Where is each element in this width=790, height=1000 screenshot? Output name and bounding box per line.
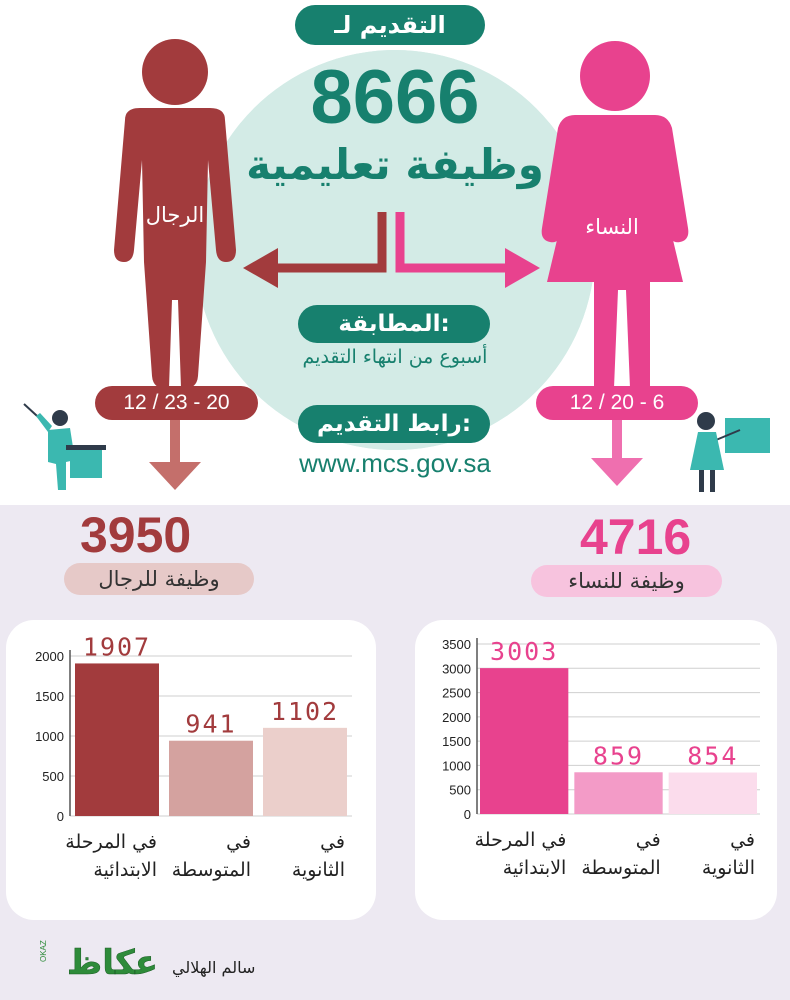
bar bbox=[169, 741, 253, 816]
men-figure-label: الرجال bbox=[145, 203, 205, 227]
y-tick-label: 2000 bbox=[35, 649, 64, 664]
left-arrow-icon bbox=[270, 212, 382, 268]
category-label: في المتوسطة bbox=[171, 831, 251, 881]
y-tick-label: 1000 bbox=[442, 758, 471, 774]
application-link[interactable]: www.mcs.gov.sa bbox=[299, 448, 491, 478]
matching-text: أسبوع من انتهاء التقديم bbox=[302, 346, 488, 368]
category-label: في المتوسطة bbox=[581, 829, 661, 879]
women-total-label: وظيفة للنساء bbox=[531, 565, 722, 597]
category-label: في المرحلة الابتدائية bbox=[474, 829, 567, 879]
category-label: في المرحلة الابتدائية bbox=[65, 831, 157, 881]
men-down-arrow-icon bbox=[170, 418, 180, 468]
logo-latin: OKAZ bbox=[39, 940, 48, 962]
bar bbox=[480, 668, 568, 814]
men-total-label: وظيفة للرجال bbox=[64, 563, 254, 595]
women-chart-card bbox=[415, 620, 777, 920]
bar bbox=[574, 772, 662, 814]
y-tick-label: 2000 bbox=[442, 709, 471, 725]
men-chart-card bbox=[6, 620, 376, 920]
men-total-number: 3950 bbox=[80, 507, 192, 563]
y-tick-label: 3500 bbox=[442, 637, 471, 652]
logo-text: عكاظ bbox=[66, 943, 158, 983]
bar-value-label: 1102 bbox=[270, 696, 340, 726]
bar-value-label: 3003 bbox=[490, 637, 559, 667]
y-tick-label: 1000 bbox=[35, 729, 64, 744]
bar bbox=[75, 663, 159, 816]
right-arrow-icon bbox=[400, 212, 512, 268]
bar bbox=[669, 773, 757, 814]
women-dates-pill: 12 / 20 - 6 bbox=[536, 386, 698, 420]
bar-value-label: 854 bbox=[687, 741, 739, 771]
bar-value-label: 859 bbox=[592, 741, 645, 771]
y-tick-label: 0 bbox=[56, 809, 64, 824]
men-bar-chart bbox=[6, 620, 376, 920]
title-pill: التقديم لـ bbox=[295, 5, 485, 45]
y-tick-label: 3000 bbox=[442, 661, 471, 677]
y-tick-label: 500 bbox=[449, 782, 471, 798]
okaz-logo bbox=[40, 938, 160, 984]
women-total-number: 4716 bbox=[580, 509, 692, 565]
category-label: في الثانوية bbox=[701, 829, 755, 879]
total-jobs-number: 8666 bbox=[310, 55, 480, 140]
author-credit: سالم الهلالي bbox=[172, 958, 256, 977]
bar bbox=[263, 728, 347, 816]
y-tick-label: 0 bbox=[463, 807, 471, 822]
women-down-arrow-icon bbox=[612, 418, 622, 464]
y-tick-label: 1500 bbox=[442, 734, 471, 750]
women-figure-label: النساء bbox=[585, 215, 639, 239]
category-label: في الثانوية bbox=[291, 831, 345, 881]
right-arrowhead-icon bbox=[505, 248, 540, 288]
total-jobs-label: وظيفة تعليمية bbox=[246, 140, 544, 189]
male-teacher-icon bbox=[24, 404, 106, 490]
y-tick-label: 500 bbox=[42, 769, 64, 784]
matching-label-pill: المطابقة: bbox=[298, 305, 490, 343]
y-tick-label: 2500 bbox=[442, 685, 471, 701]
y-tick-label: 1500 bbox=[35, 689, 64, 704]
left-arrowhead-icon bbox=[243, 248, 278, 288]
link-label-pill: رابط التقديم: bbox=[298, 405, 490, 443]
bar-value-label: 941 bbox=[185, 709, 237, 739]
bar-value-label: 1907 bbox=[82, 632, 152, 662]
men-dates-pill: 12 / 23 - 20 bbox=[95, 386, 258, 420]
women-bar-chart bbox=[415, 620, 777, 920]
female-teacher-icon bbox=[690, 412, 770, 492]
